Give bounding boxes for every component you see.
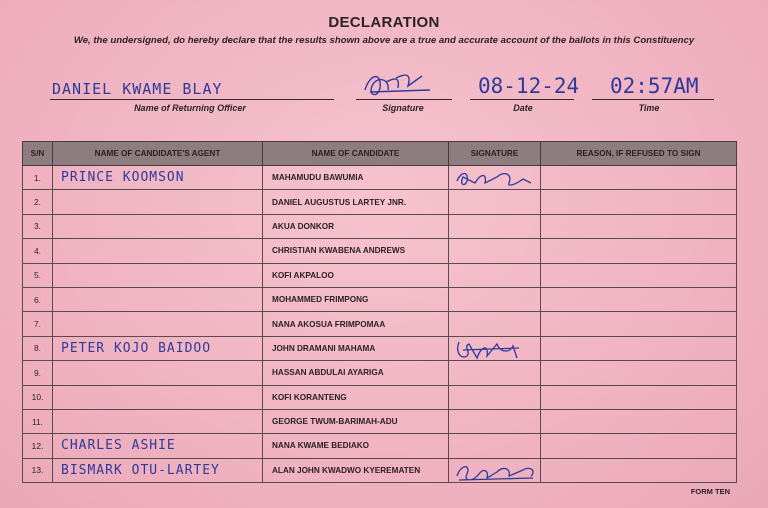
table-row [23, 409, 737, 433]
row-sn: 5. [23, 263, 53, 287]
row-signature [449, 312, 541, 336]
row-signature [449, 361, 541, 385]
time-handwritten: 02:57AM [610, 74, 699, 98]
table-row [23, 287, 737, 311]
officer-signature-mark [360, 68, 440, 102]
row-sn: 2. [23, 190, 53, 214]
header-signature: SIGNATURE [449, 142, 541, 166]
row-refusal-reason [541, 312, 737, 336]
row-candidate-name: NANA KWAME BEDIAKO [263, 434, 449, 458]
row-agent-name [53, 409, 263, 433]
row-agent-name [53, 312, 263, 336]
row-sn: 4. [23, 239, 53, 263]
agents-table [22, 141, 737, 483]
date-caption: Date [513, 103, 533, 113]
officer-name-line [50, 99, 334, 100]
table-row [23, 214, 737, 238]
row-candidate-name: ALAN JOHN KWADWO KYEREMATEN [263, 458, 449, 482]
date-line [470, 99, 574, 100]
agent-signature-mark [453, 167, 539, 190]
date-handwritten: 08-12-24 [478, 74, 580, 98]
row-candidate-name: KOFI KORANTENG [263, 385, 449, 409]
agent-signature-mark [453, 460, 539, 483]
table-row [23, 190, 737, 214]
row-signature [449, 214, 541, 238]
row-agent-name: CHARLES ASHIE [53, 434, 263, 458]
row-refusal-reason [541, 263, 737, 287]
row-agent-name [53, 190, 263, 214]
row-signature [449, 385, 541, 409]
row-refusal-reason [541, 336, 737, 360]
row-signature [449, 336, 541, 360]
row-signature [449, 287, 541, 311]
row-candidate-name: MOHAMMED FRIMPONG [263, 287, 449, 311]
row-agent-name: PETER KOJO BAIDOO [53, 336, 263, 360]
row-signature [449, 239, 541, 263]
row-sn: 8. [23, 336, 53, 360]
row-refusal-reason [541, 361, 737, 385]
row-refusal-reason [541, 409, 737, 433]
row-candidate-name: MAHAMUDU BAWUMIA [263, 166, 449, 190]
row-signature [449, 190, 541, 214]
row-sn: 3. [23, 214, 53, 238]
row-candidate-name: CHRISTIAN KWABENA ANDREWS [263, 239, 449, 263]
row-refusal-reason [541, 458, 737, 482]
agent-signature-mark [453, 338, 539, 361]
row-agent-name [53, 263, 263, 287]
row-refusal-reason [541, 239, 737, 263]
row-agent-name [53, 287, 263, 311]
table-row [23, 166, 737, 190]
officer-name-handwritten: DANIEL KWAME BLAY [52, 80, 223, 98]
table-row [23, 239, 737, 263]
table-row [23, 434, 737, 458]
row-agent-name [53, 361, 263, 385]
table-row [23, 458, 737, 482]
row-agent-name: PRINCE KOOMSON [53, 166, 263, 190]
signature-caption: Signature [382, 103, 424, 113]
row-signature [449, 458, 541, 482]
row-candidate-name: JOHN DRAMANI MAHAMA [263, 336, 449, 360]
row-refusal-reason [541, 385, 737, 409]
row-agent-name [53, 239, 263, 263]
row-sn: 7. [23, 312, 53, 336]
row-candidate-name: DANIEL AUGUSTUS LARTEY JNR. [263, 190, 449, 214]
row-refusal-reason [541, 434, 737, 458]
header-candidate: NAME OF CANDIDATE [263, 142, 449, 166]
form-title: DECLARATION [328, 14, 440, 31]
signature-line [356, 99, 452, 100]
table-row [23, 361, 737, 385]
table-row [23, 385, 737, 409]
row-candidate-name: HASSAN ABDULAI AYARIGA [263, 361, 449, 385]
table-body [23, 166, 737, 483]
header-sn: S/N [23, 142, 53, 166]
row-candidate-name: NANA AKOSUA FRIMPOMAA [263, 312, 449, 336]
table-row [23, 336, 737, 360]
officer-name-caption: Name of Returning Officer [134, 103, 246, 113]
row-sn: 6. [23, 287, 53, 311]
row-candidate-name: GEORGE TWUM-BARIMAH-ADU [263, 409, 449, 433]
row-signature [449, 434, 541, 458]
time-caption: Time [638, 103, 660, 113]
row-sn: 12. [23, 434, 53, 458]
row-agent-name [53, 385, 263, 409]
row-agent-name: BISMARK OTU-LARTEY [53, 458, 263, 482]
table-row [23, 263, 737, 287]
table-header-row [23, 142, 737, 166]
row-candidate-name: AKUA DONKOR [263, 214, 449, 238]
row-refusal-reason [541, 166, 737, 190]
row-refusal-reason [541, 190, 737, 214]
row-agent-name [53, 214, 263, 238]
time-line [592, 99, 714, 100]
row-signature [449, 409, 541, 433]
row-signature [449, 263, 541, 287]
row-sn: 10. [23, 385, 53, 409]
header-agent: NAME OF CANDIDATE'S AGENT [53, 142, 263, 166]
form-subtitle: We, the undersigned, do hereby declare that the results shown above are a true and accurate account of the ballots in this Constituency [73, 35, 695, 46]
row-sn: 1. [23, 166, 53, 190]
row-sn: 9. [23, 361, 53, 385]
row-signature [449, 166, 541, 190]
form-label: FORM TEN [690, 487, 730, 496]
row-sn: 11. [23, 409, 53, 433]
table-row [23, 312, 737, 336]
header-reason: REASON, IF REFUSED TO SIGN [541, 142, 737, 166]
row-refusal-reason [541, 287, 737, 311]
row-refusal-reason [541, 214, 737, 238]
row-sn: 13. [23, 458, 53, 482]
row-candidate-name: KOFI AKPALOO [263, 263, 449, 287]
